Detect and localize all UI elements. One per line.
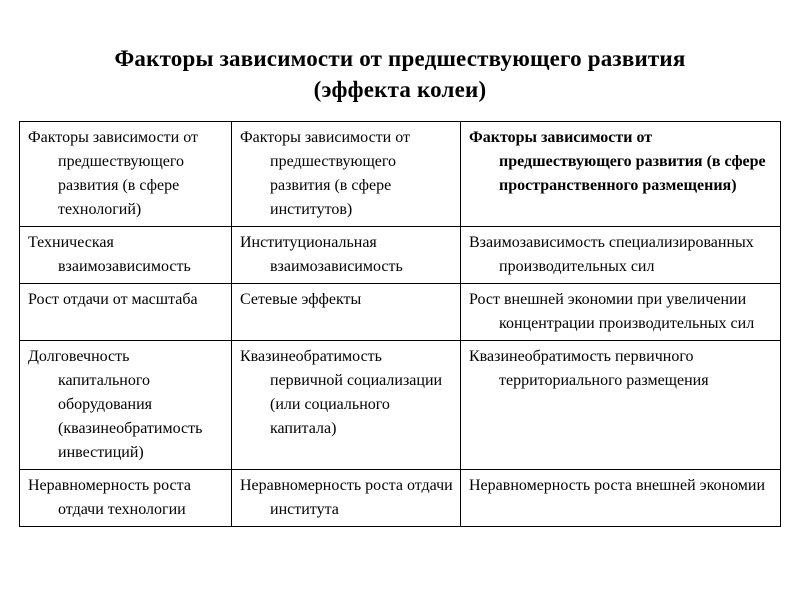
header-cell-technology: [20, 122, 232, 227]
table-cell: [461, 470, 781, 527]
table-cell: [232, 227, 461, 284]
table-header-row: [20, 122, 781, 227]
slide-title-line-2: (эффекта колеи): [313, 77, 487, 102]
table-cell: [20, 284, 232, 341]
table-cell: [20, 227, 232, 284]
table-cell: [232, 341, 461, 470]
cell-text: Неравномерность роста отдачи технологии: [28, 477, 191, 518]
table-row: [20, 341, 781, 470]
slide-title-line-1: Факторы зависимости от предшествующего развития: [114, 46, 686, 71]
header-institutions-text: Факторы зависимости от предшествующего развития (в сфере институтов): [240, 129, 410, 218]
table-cell: [20, 470, 232, 527]
header-cell-institutions: [232, 122, 461, 227]
cell-text: Взаимозависимость специализированных производительных сил: [469, 234, 754, 275]
table-cell: [232, 470, 461, 527]
table-cell: [232, 284, 461, 341]
table-row: [20, 227, 781, 284]
header-technology-text: Факторы зависимости от предшествующего развития (в сфере технологий): [28, 129, 198, 218]
table-row: [20, 470, 781, 527]
header-spatial-text: Факторы зависимости от предшествующего развития (в сфере пространственного размещения): [469, 129, 766, 194]
header-cell-spatial: [461, 122, 781, 227]
cell-text: Рост отдачи от масштаба: [28, 291, 198, 308]
cell-text: Квазинеобратимость первичного территориального размещения: [469, 348, 709, 389]
cell-text: Сетевые эффекты: [240, 291, 362, 308]
cell-text: Квазинеобратимость первичной социализации (или социального капитала): [240, 348, 443, 437]
factors-table: [19, 121, 781, 527]
table-cell: [20, 341, 232, 470]
cell-text: Неравномерность роста внешней экономии: [469, 477, 766, 494]
cell-text: Техническая взаимозависимость: [28, 234, 191, 275]
cell-text: Институциональная взаимозависимость: [240, 234, 403, 275]
table-cell: [461, 341, 781, 470]
cell-text: Долговечность капитального оборудования (квазинеобратимость инвестиций): [28, 348, 203, 461]
cell-text: Неравномерность роста отдачи института: [240, 477, 453, 518]
cell-text: Рост внешней экономии при увеличении концентрации производительных сил: [469, 291, 755, 332]
table-cell: [461, 227, 781, 284]
slide-title: [0, 43, 800, 105]
table-cell: [461, 284, 781, 341]
table-row: [20, 284, 781, 341]
